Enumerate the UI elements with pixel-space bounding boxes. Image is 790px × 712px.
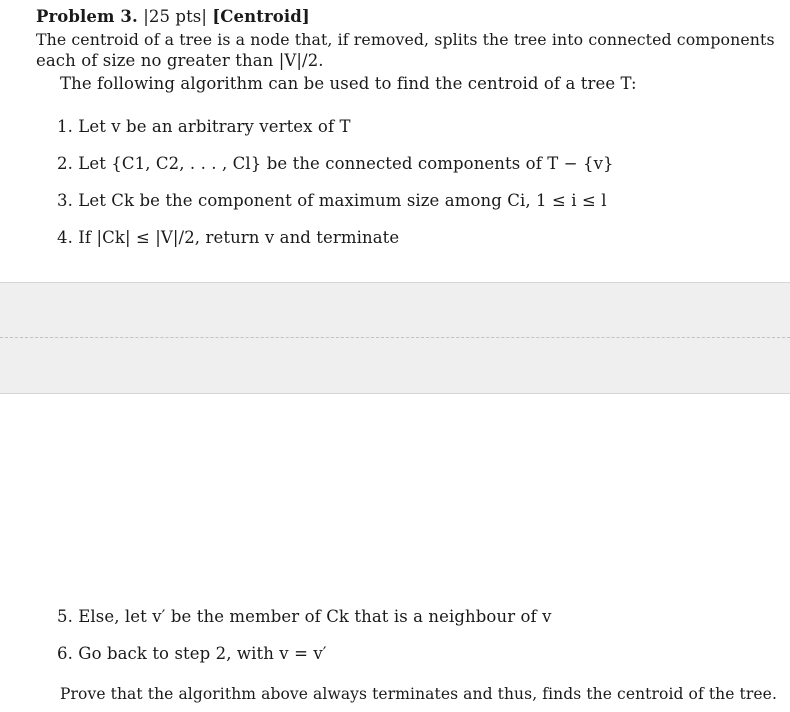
step-4: 4. If |Ck| ≤ |V|/2, return v and terminate xyxy=(57,228,400,247)
step-1: 1. Let v be an arbitrary vertex of T xyxy=(57,117,351,136)
prove-statement: Prove that the algorithm above always terminates and thus, finds the centroid of the tree. xyxy=(60,685,777,703)
page-break-divider xyxy=(0,337,790,338)
problem-heading xyxy=(36,7,310,27)
step-6: 6. Go back to step 2, with v = v′ xyxy=(57,644,327,663)
problem-topic: [Centroid] xyxy=(212,7,310,26)
problem-description-line-2: each of size no greater than |V|/2. xyxy=(36,51,324,70)
page-break-band xyxy=(0,282,790,394)
problem-description-line-1: The centroid of a tree is a node that, if removed, splits the tree into connected components xyxy=(36,30,775,49)
step-3: 3. Let Ck be the component of maximum size among Ci, 1 ≤ i ≤ l xyxy=(57,191,607,210)
step-2: 2. Let {C1, C2, . . . , Cl} be the connected components of T − {v} xyxy=(57,154,614,173)
algorithm-intro: The following algorithm can be used to find the centroid of a tree T: xyxy=(60,74,637,93)
problem-points: |25 pts| xyxy=(143,7,208,26)
step-5: 5. Else, let v′ be the member of Ck that is a neighbour of v xyxy=(57,607,552,626)
problem-label: Problem 3. xyxy=(36,7,138,26)
